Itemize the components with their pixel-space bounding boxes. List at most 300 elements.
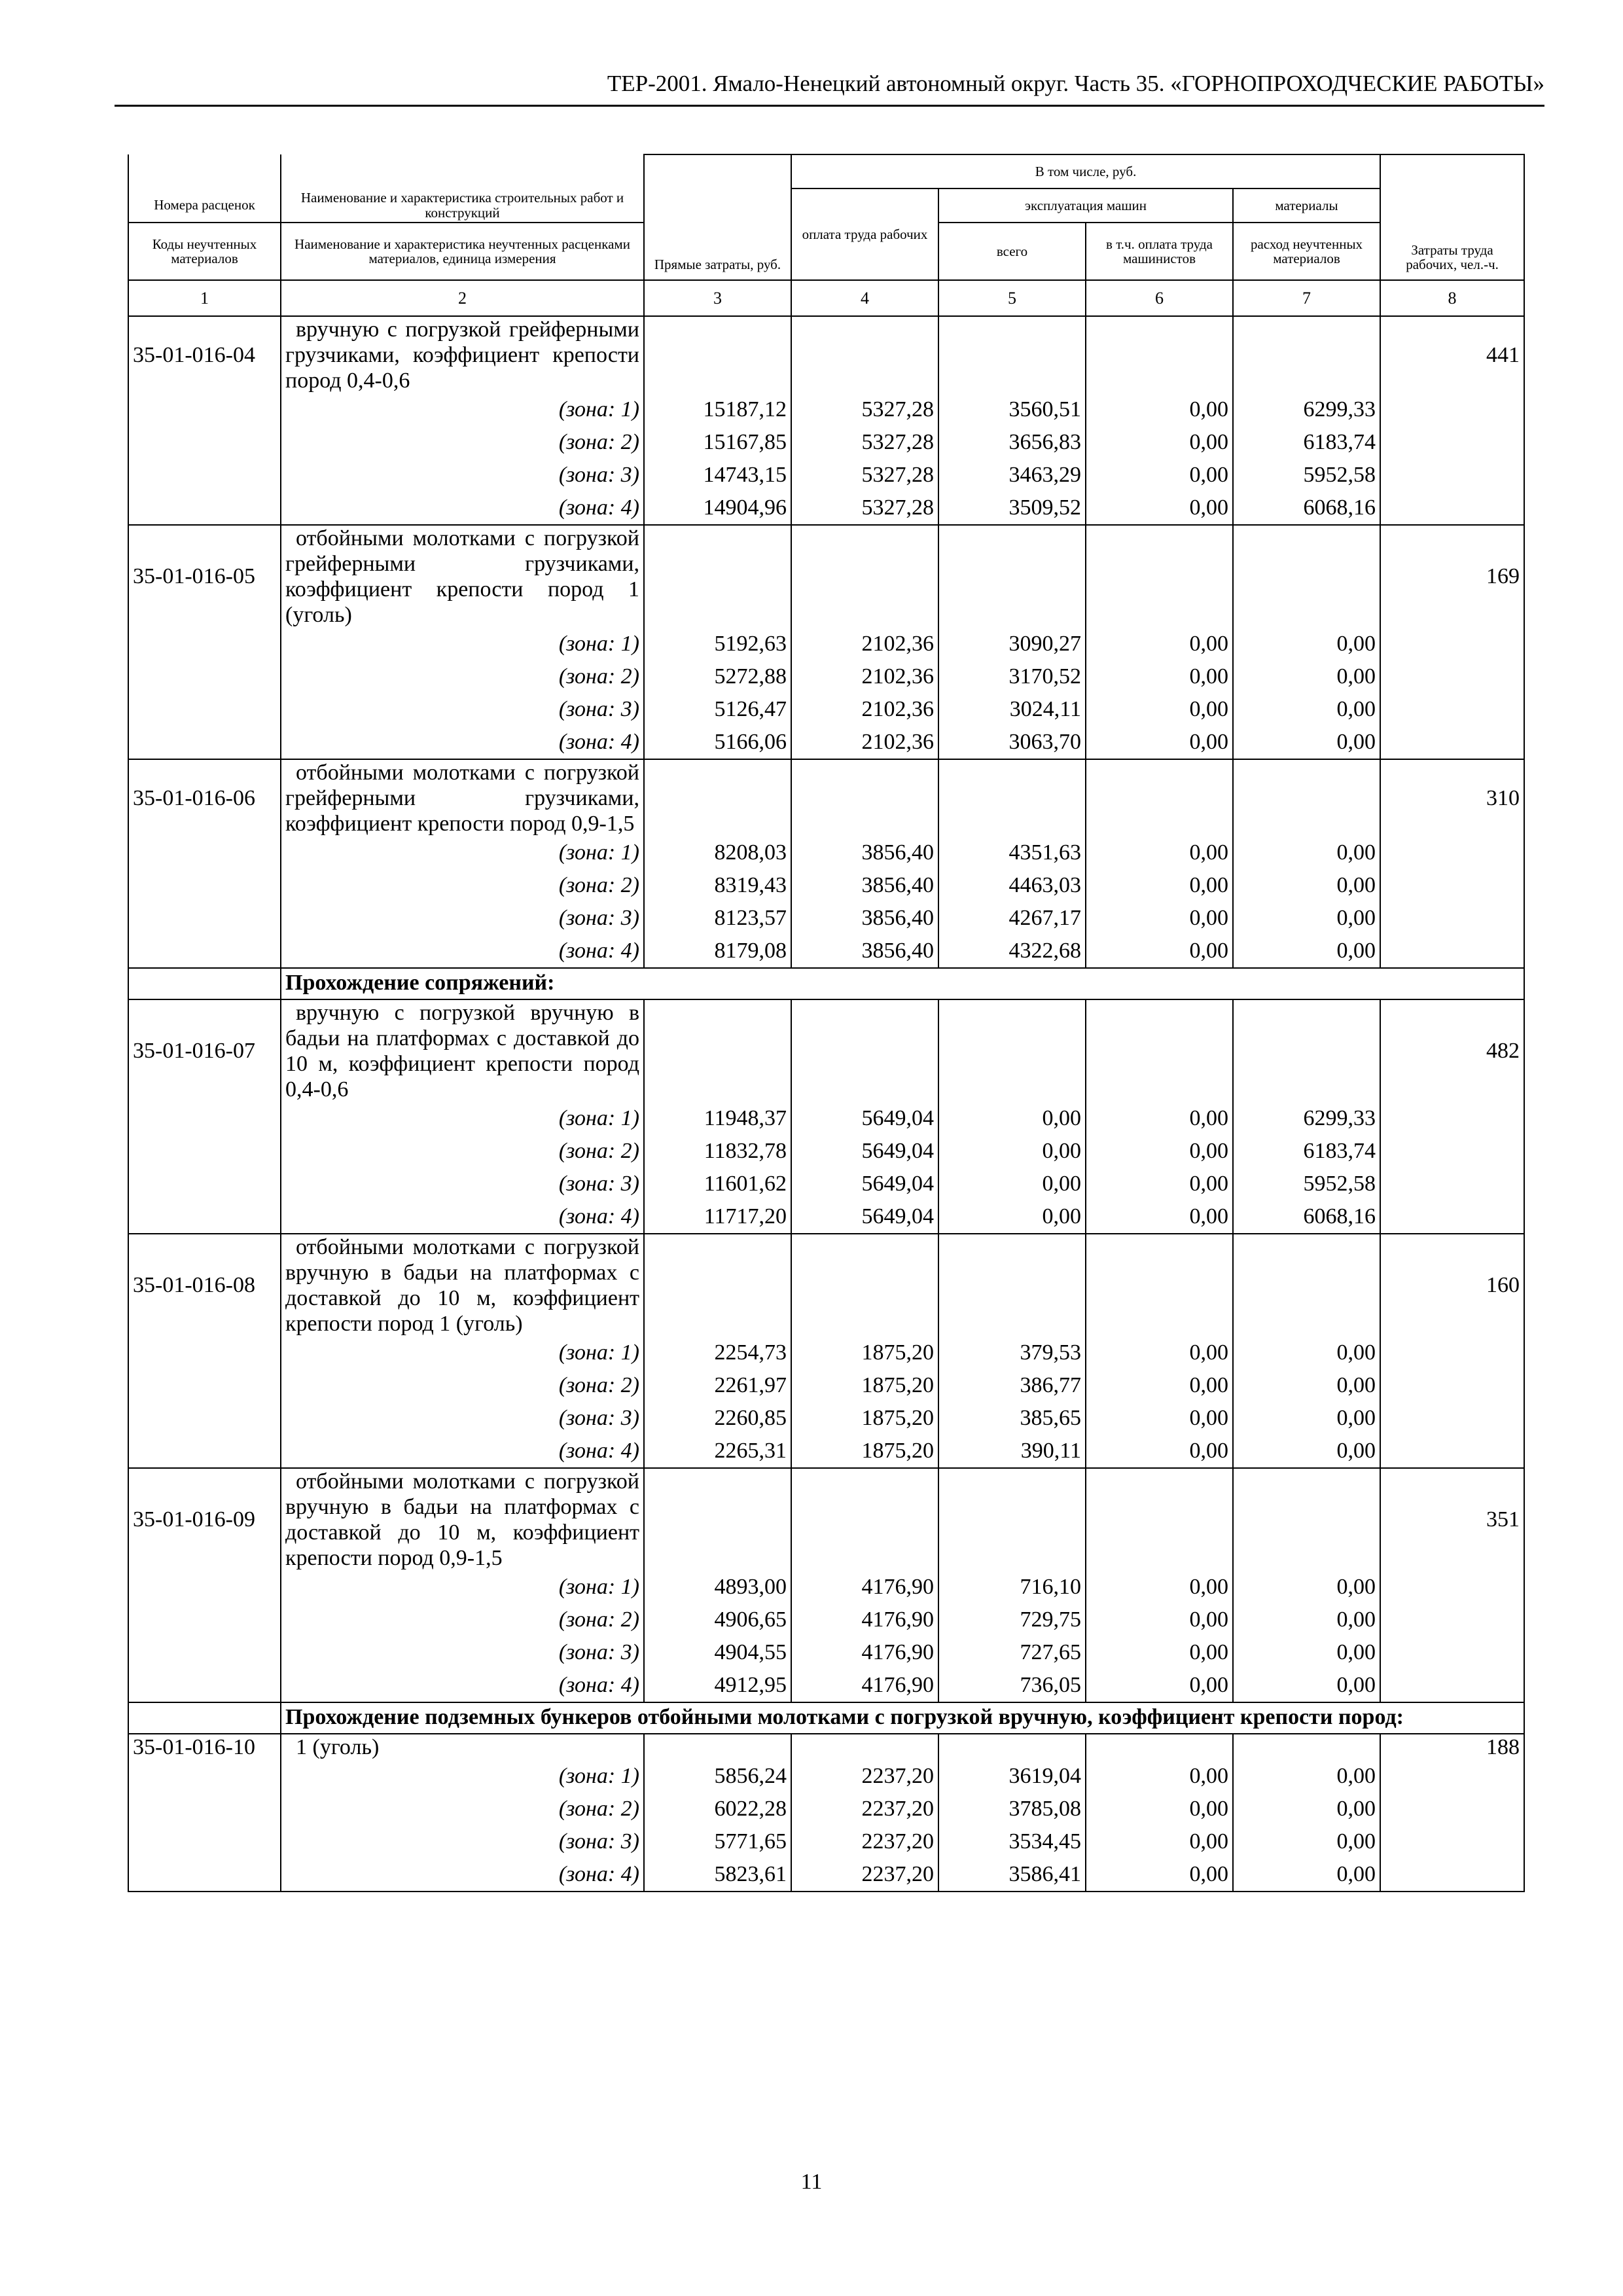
material-cost: 0,00 — [1233, 693, 1380, 726]
zone-row — [128, 660, 1524, 693]
header-worker-wage: оплата труда рабочих — [791, 188, 938, 280]
empty-cell — [128, 869, 281, 902]
empty-cell — [128, 902, 281, 935]
worker-wage: 2237,20 — [791, 1760, 938, 1793]
header-including: В том числе, руб. — [791, 154, 1380, 188]
empty-cell — [1380, 1669, 1524, 1702]
operator-wage: 0,00 — [1086, 660, 1233, 693]
empty-cell — [128, 1336, 281, 1369]
empty-cell — [791, 1734, 938, 1760]
empty-cell — [1233, 525, 1380, 628]
empty-cell — [128, 1200, 281, 1234]
empty-cell — [1380, 628, 1524, 660]
empty-cell — [644, 1234, 791, 1336]
header-cell-empty — [281, 154, 644, 188]
zone-label: (зона: 4) — [281, 935, 644, 968]
header-machines: эксплуатация машин — [938, 188, 1233, 223]
direct-cost: 4912,95 — [644, 1669, 791, 1702]
empty-cell — [644, 1734, 791, 1760]
empty-cell — [644, 525, 791, 628]
empty-cell — [1380, 726, 1524, 759]
empty-cell — [1086, 316, 1233, 393]
direct-cost: 2261,97 — [644, 1369, 791, 1402]
empty-cell — [128, 628, 281, 660]
direct-cost: 11717,20 — [644, 1200, 791, 1234]
empty-cell — [791, 1234, 938, 1336]
direct-cost: 15187,12 — [644, 393, 791, 426]
zone-label: (зона: 4) — [281, 1200, 644, 1234]
machine-cost: 4463,03 — [938, 869, 1086, 902]
empty-cell — [1380, 1760, 1524, 1793]
empty-cell — [1380, 693, 1524, 726]
material-cost: 0,00 — [1233, 726, 1380, 759]
worker-wage: 3856,40 — [791, 902, 938, 935]
operator-wage: 0,00 — [1086, 1604, 1233, 1636]
labor-cost: 482 — [1380, 999, 1524, 1102]
empty-cell — [1380, 1571, 1524, 1604]
column-numbers-row — [128, 280, 1524, 316]
zone-row — [128, 492, 1524, 525]
zone-label: (зона: 1) — [281, 1571, 644, 1604]
empty-cell — [128, 1669, 281, 1702]
empty-cell — [938, 1234, 1086, 1336]
worker-wage: 2102,36 — [791, 628, 938, 660]
zone-label: (зона: 2) — [281, 1135, 644, 1168]
direct-cost: 5192,63 — [644, 628, 791, 660]
worker-wage: 2102,36 — [791, 726, 938, 759]
material-cost: 0,00 — [1233, 1825, 1380, 1858]
machine-cost: 3463,29 — [938, 459, 1086, 492]
table-body — [128, 316, 1524, 1892]
zone-row — [128, 1402, 1524, 1435]
empty-cell — [1380, 1636, 1524, 1669]
empty-cell — [938, 759, 1086, 836]
machine-cost: 736,05 — [938, 1669, 1086, 1702]
material-cost: 0,00 — [1233, 1336, 1380, 1369]
empty-cell — [1086, 1234, 1233, 1336]
zone-label: (зона: 4) — [281, 492, 644, 525]
empty-cell — [1380, 1793, 1524, 1825]
direct-cost: 2260,85 — [644, 1402, 791, 1435]
empty-cell — [128, 1825, 281, 1858]
direct-cost: 5856,24 — [644, 1760, 791, 1793]
section-heading-row — [128, 968, 1524, 999]
direct-cost: 15167,85 — [644, 426, 791, 459]
empty-cell — [1380, 1336, 1524, 1369]
zone-row — [128, 836, 1524, 869]
column-number: 6 — [1086, 280, 1233, 316]
zone-label: (зона: 1) — [281, 1102, 644, 1135]
rate-code: 35-01-016-09 — [128, 1468, 281, 1571]
column-number: 8 — [1380, 280, 1524, 316]
machine-cost: 716,10 — [938, 1571, 1086, 1604]
operator-wage: 0,00 — [1086, 628, 1233, 660]
material-cost: 0,00 — [1233, 935, 1380, 968]
operator-wage: 0,00 — [1086, 1402, 1233, 1435]
empty-cell — [128, 426, 281, 459]
material-cost: 0,00 — [1233, 660, 1380, 693]
empty-cell — [1086, 1734, 1233, 1760]
zone-row — [128, 426, 1524, 459]
labor-cost: 160 — [1380, 1234, 1524, 1336]
column-number: 4 — [791, 280, 938, 316]
zone-row — [128, 1793, 1524, 1825]
material-cost: 0,00 — [1233, 1760, 1380, 1793]
empty-cell — [128, 1135, 281, 1168]
material-cost: 0,00 — [1233, 628, 1380, 660]
machine-cost: 386,77 — [938, 1369, 1086, 1402]
machine-cost: 0,00 — [938, 1168, 1086, 1200]
zone-label: (зона: 3) — [281, 902, 644, 935]
zone-label: (зона: 1) — [281, 393, 644, 426]
zone-label: (зона: 4) — [281, 726, 644, 759]
labor-cost: 351 — [1380, 1468, 1524, 1571]
operator-wage: 0,00 — [1086, 902, 1233, 935]
empty-cell — [1380, 1168, 1524, 1200]
machine-cost: 3063,70 — [938, 726, 1086, 759]
worker-wage: 5649,04 — [791, 1135, 938, 1168]
operator-wage: 0,00 — [1086, 869, 1233, 902]
machine-cost: 385,65 — [938, 1402, 1086, 1435]
operator-wage: 0,00 — [1086, 693, 1233, 726]
direct-cost: 5272,88 — [644, 660, 791, 693]
empty-cell — [128, 459, 281, 492]
zone-row — [128, 869, 1524, 902]
zone-label: (зона: 4) — [281, 1669, 644, 1702]
empty-cell — [1380, 902, 1524, 935]
zone-label: (зона: 2) — [281, 1604, 644, 1636]
section-heading: Прохождение подземных бункеров отбойными молотками с погрузкой вручную, коэффициент крепости пород: — [281, 1702, 1524, 1734]
machine-cost: 0,00 — [938, 1135, 1086, 1168]
rate-code: 35-01-016-10 — [128, 1734, 281, 1760]
header-materials: материалы — [1233, 188, 1380, 223]
operator-wage: 0,00 — [1086, 1858, 1233, 1892]
empty-cell — [1233, 316, 1380, 393]
worker-wage: 5649,04 — [791, 1200, 938, 1234]
operator-wage: 0,00 — [1086, 1336, 1233, 1369]
direct-cost: 8208,03 — [644, 836, 791, 869]
operator-wage: 0,00 — [1086, 459, 1233, 492]
worker-wage: 2237,20 — [791, 1793, 938, 1825]
section-heading-row — [128, 1702, 1524, 1734]
machine-cost: 3785,08 — [938, 1793, 1086, 1825]
machine-cost: 3656,83 — [938, 426, 1086, 459]
empty-cell — [1380, 459, 1524, 492]
labor-cost: 169 — [1380, 525, 1524, 628]
machine-cost: 390,11 — [938, 1435, 1086, 1468]
operator-wage: 0,00 — [1086, 1168, 1233, 1200]
header-cell-empty — [128, 154, 281, 188]
machine-cost: 3170,52 — [938, 660, 1086, 693]
empty-cell — [644, 999, 791, 1102]
empty-cell — [791, 525, 938, 628]
operator-wage: 0,00 — [1086, 1636, 1233, 1669]
zone-row — [128, 1369, 1524, 1402]
rate-code: 35-01-016-08 — [128, 1234, 281, 1336]
material-cost: 0,00 — [1233, 836, 1380, 869]
empty-cell — [128, 1604, 281, 1636]
operator-wage: 0,00 — [1086, 1760, 1233, 1793]
empty-cell — [644, 316, 791, 393]
operator-wage: 0,00 — [1086, 1793, 1233, 1825]
rate-code: 35-01-016-04 — [128, 316, 281, 393]
worker-wage: 1875,20 — [791, 1435, 938, 1468]
table-header — [128, 154, 1524, 316]
machine-cost: 3619,04 — [938, 1760, 1086, 1793]
empty-cell — [1086, 999, 1233, 1102]
machine-cost: 3509,52 — [938, 492, 1086, 525]
empty-cell — [128, 1102, 281, 1135]
empty-cell — [128, 693, 281, 726]
material-cost: 0,00 — [1233, 1636, 1380, 1669]
empty-cell — [938, 999, 1086, 1102]
worker-wage: 4176,90 — [791, 1669, 938, 1702]
zone-label: (зона: 3) — [281, 1825, 644, 1858]
zone-row — [128, 1858, 1524, 1892]
operator-wage: 0,00 — [1086, 1369, 1233, 1402]
empty-cell — [1380, 836, 1524, 869]
operator-wage: 0,00 — [1086, 935, 1233, 968]
zone-row — [128, 1571, 1524, 1604]
material-cost: 0,00 — [1233, 869, 1380, 902]
rate-row — [128, 1468, 1524, 1571]
column-number: 1 — [128, 280, 281, 316]
labor-cost: 441 — [1380, 316, 1524, 393]
header-labor-costs-label: Затраты труда рабочих, чел.-ч. — [1406, 242, 1499, 272]
material-cost: 0,00 — [1233, 1669, 1380, 1702]
worker-wage: 4176,90 — [791, 1604, 938, 1636]
machine-cost: 0,00 — [938, 1200, 1086, 1234]
direct-cost: 6022,28 — [644, 1793, 791, 1825]
zone-row — [128, 459, 1524, 492]
price-table — [128, 154, 1525, 1892]
direct-cost: 8123,57 — [644, 902, 791, 935]
direct-cost: 2254,73 — [644, 1336, 791, 1369]
empty-cell — [791, 999, 938, 1102]
empty-cell — [128, 1402, 281, 1435]
header-rate-numbers: Номера расценок — [128, 188, 281, 223]
zone-label: (зона: 3) — [281, 1168, 644, 1200]
empty-cell — [128, 492, 281, 525]
empty-cell — [1380, 1200, 1524, 1234]
empty-cell — [128, 660, 281, 693]
direct-cost: 4906,65 — [644, 1604, 791, 1636]
header-material-codes: Коды неучтенных материалов — [128, 223, 281, 280]
machine-cost: 3586,41 — [938, 1858, 1086, 1892]
operator-wage: 0,00 — [1086, 1669, 1233, 1702]
empty-cell — [1233, 1734, 1380, 1760]
empty-cell — [128, 393, 281, 426]
zone-label: (зона: 4) — [281, 1858, 644, 1892]
material-cost: 0,00 — [1233, 1858, 1380, 1892]
direct-cost: 4893,00 — [644, 1571, 791, 1604]
section-heading: Прохождение сопряжений: — [281, 968, 1524, 999]
machine-cost: 379,53 — [938, 1336, 1086, 1369]
empty-cell — [128, 1369, 281, 1402]
empty-cell — [1380, 1102, 1524, 1135]
operator-wage: 0,00 — [1086, 1102, 1233, 1135]
rate-description: вручную с погрузкой грейферными грузчиками, коэффициент крепости пород 0,4-0,6 — [281, 316, 644, 393]
column-number: 2 — [281, 280, 644, 316]
worker-wage: 3856,40 — [791, 935, 938, 968]
running-header: ТЕР-2001. Ямало-Ненецкий автономный округ. Часть 35. «ГОРНОПРОХОДЧЕСКИЕ РАБОТЫ» — [607, 71, 1544, 96]
worker-wage: 5649,04 — [791, 1102, 938, 1135]
empty-cell — [938, 1468, 1086, 1571]
header-labor-costs — [1380, 154, 1524, 280]
worker-wage: 1875,20 — [791, 1369, 938, 1402]
rate-row — [128, 999, 1524, 1102]
material-cost: 6183,74 — [1233, 1135, 1380, 1168]
operator-wage: 0,00 — [1086, 393, 1233, 426]
zone-row — [128, 1336, 1524, 1369]
zone-label: (зона: 2) — [281, 1793, 644, 1825]
empty-cell — [1233, 1234, 1380, 1336]
empty-cell — [128, 935, 281, 968]
header-machines-total: всего — [938, 223, 1086, 280]
material-cost: 0,00 — [1233, 1402, 1380, 1435]
rate-code: 35-01-016-07 — [128, 999, 281, 1102]
page-number: 11 — [800, 2170, 823, 2194]
empty-cell — [1233, 999, 1380, 1102]
worker-wage: 1875,20 — [791, 1336, 938, 1369]
header-work-name: Наименование и характеристика строительных работ и конструкций — [281, 188, 644, 223]
zone-label: (зона: 1) — [281, 628, 644, 660]
direct-cost: 14743,15 — [644, 459, 791, 492]
direct-cost: 5823,61 — [644, 1858, 791, 1892]
zone-row — [128, 1102, 1524, 1135]
rate-code: 35-01-016-06 — [128, 759, 281, 836]
machine-cost: 4267,17 — [938, 902, 1086, 935]
worker-wage: 5327,28 — [791, 459, 938, 492]
header-material-consumption: расход неучтенных материалов — [1233, 223, 1380, 280]
empty-cell — [128, 1571, 281, 1604]
operator-wage: 0,00 — [1086, 1825, 1233, 1858]
empty-cell — [938, 525, 1086, 628]
empty-cell — [1233, 1468, 1380, 1571]
worker-wage: 1875,20 — [791, 1402, 938, 1435]
zone-label: (зона: 3) — [281, 693, 644, 726]
material-cost: 6183,74 — [1233, 426, 1380, 459]
rate-row — [128, 316, 1524, 393]
machine-cost: 3024,11 — [938, 693, 1086, 726]
operator-wage: 0,00 — [1086, 426, 1233, 459]
material-cost: 5952,58 — [1233, 1168, 1380, 1200]
zone-label: (зона: 1) — [281, 836, 644, 869]
empty-cell — [644, 1468, 791, 1571]
zone-row — [128, 726, 1524, 759]
operator-wage: 0,00 — [1086, 1435, 1233, 1468]
operator-wage: 0,00 — [1086, 1200, 1233, 1234]
direct-cost: 11601,62 — [644, 1168, 791, 1200]
zone-label: (зона: 2) — [281, 1369, 644, 1402]
header-operator-wage: в т.ч. оплата труда машинистов — [1086, 223, 1233, 280]
empty-cell — [128, 726, 281, 759]
material-cost: 6068,16 — [1233, 492, 1380, 525]
worker-wage: 2102,36 — [791, 693, 938, 726]
zone-row — [128, 1168, 1524, 1200]
machine-cost: 4322,68 — [938, 935, 1086, 968]
empty-cell — [1380, 426, 1524, 459]
zone-row — [128, 1669, 1524, 1702]
empty-cell — [128, 836, 281, 869]
direct-cost: 5166,06 — [644, 726, 791, 759]
direct-cost: 4904,55 — [644, 1636, 791, 1669]
rate-code: 35-01-016-05 — [128, 525, 281, 628]
header-rule — [115, 105, 1544, 107]
zone-row — [128, 1760, 1524, 1793]
zone-row — [128, 1636, 1524, 1669]
material-cost: 0,00 — [1233, 1435, 1380, 1468]
empty-cell — [791, 316, 938, 393]
empty-cell — [1086, 1468, 1233, 1571]
empty-cell — [1380, 1858, 1524, 1892]
rate-row — [128, 759, 1524, 836]
material-cost: 5952,58 — [1233, 459, 1380, 492]
empty-cell — [644, 759, 791, 836]
worker-wage: 5327,28 — [791, 426, 938, 459]
empty-cell — [1380, 492, 1524, 525]
zone-label: (зона: 3) — [281, 1636, 644, 1669]
direct-cost: 11948,37 — [644, 1102, 791, 1135]
operator-wage: 0,00 — [1086, 1135, 1233, 1168]
zone-row — [128, 1135, 1524, 1168]
empty-cell — [1086, 525, 1233, 628]
empty-cell — [1380, 935, 1524, 968]
zone-row — [128, 1200, 1524, 1234]
direct-cost: 8319,43 — [644, 869, 791, 902]
empty-cell — [1086, 759, 1233, 836]
empty-cell — [1380, 393, 1524, 426]
empty-cell — [128, 1435, 281, 1468]
header-direct-costs — [644, 154, 791, 280]
empty-cell — [938, 316, 1086, 393]
rate-description: 1 (уголь) — [281, 1734, 644, 1760]
worker-wage: 2237,20 — [791, 1825, 938, 1858]
direct-cost: 2265,31 — [644, 1435, 791, 1468]
zone-label: (зона: 3) — [281, 459, 644, 492]
empty-cell — [791, 759, 938, 836]
material-cost: 0,00 — [1233, 1793, 1380, 1825]
empty-cell — [1380, 1135, 1524, 1168]
empty-cell — [1380, 1402, 1524, 1435]
zone-row — [128, 628, 1524, 660]
worker-wage: 5649,04 — [791, 1168, 938, 1200]
column-number: 5 — [938, 280, 1086, 316]
zone-row — [128, 393, 1524, 426]
direct-cost: 11832,78 — [644, 1135, 791, 1168]
rate-row — [128, 1234, 1524, 1336]
empty-cell — [938, 1734, 1086, 1760]
machine-cost: 3534,45 — [938, 1825, 1086, 1858]
empty-cell — [128, 1636, 281, 1669]
machine-cost: 0,00 — [938, 1102, 1086, 1135]
worker-wage: 5327,28 — [791, 393, 938, 426]
machine-cost: 727,65 — [938, 1636, 1086, 1669]
rate-description: отбойными молотками с погрузкой вручную в бадьи на платформах с доставкой до 10 м, коэффициент крепости пород 1 (уголь) — [281, 1234, 644, 1336]
rate-row — [128, 1734, 1524, 1760]
header-direct-costs-label: Прямые затраты, руб. — [654, 256, 781, 272]
column-number: 3 — [644, 280, 791, 316]
zone-row — [128, 1435, 1524, 1468]
operator-wage: 0,00 — [1086, 1571, 1233, 1604]
worker-wage: 3856,40 — [791, 836, 938, 869]
rate-description: вручную с погрузкой вручную в бадьи на платформах с доставкой до 10 м, коэффициент крепости пород 0,4-0,6 — [281, 999, 644, 1102]
zone-label: (зона: 1) — [281, 1336, 644, 1369]
empty-cell — [128, 1168, 281, 1200]
direct-cost: 8179,08 — [644, 935, 791, 968]
rate-row — [128, 525, 1524, 628]
operator-wage: 0,00 — [1086, 492, 1233, 525]
